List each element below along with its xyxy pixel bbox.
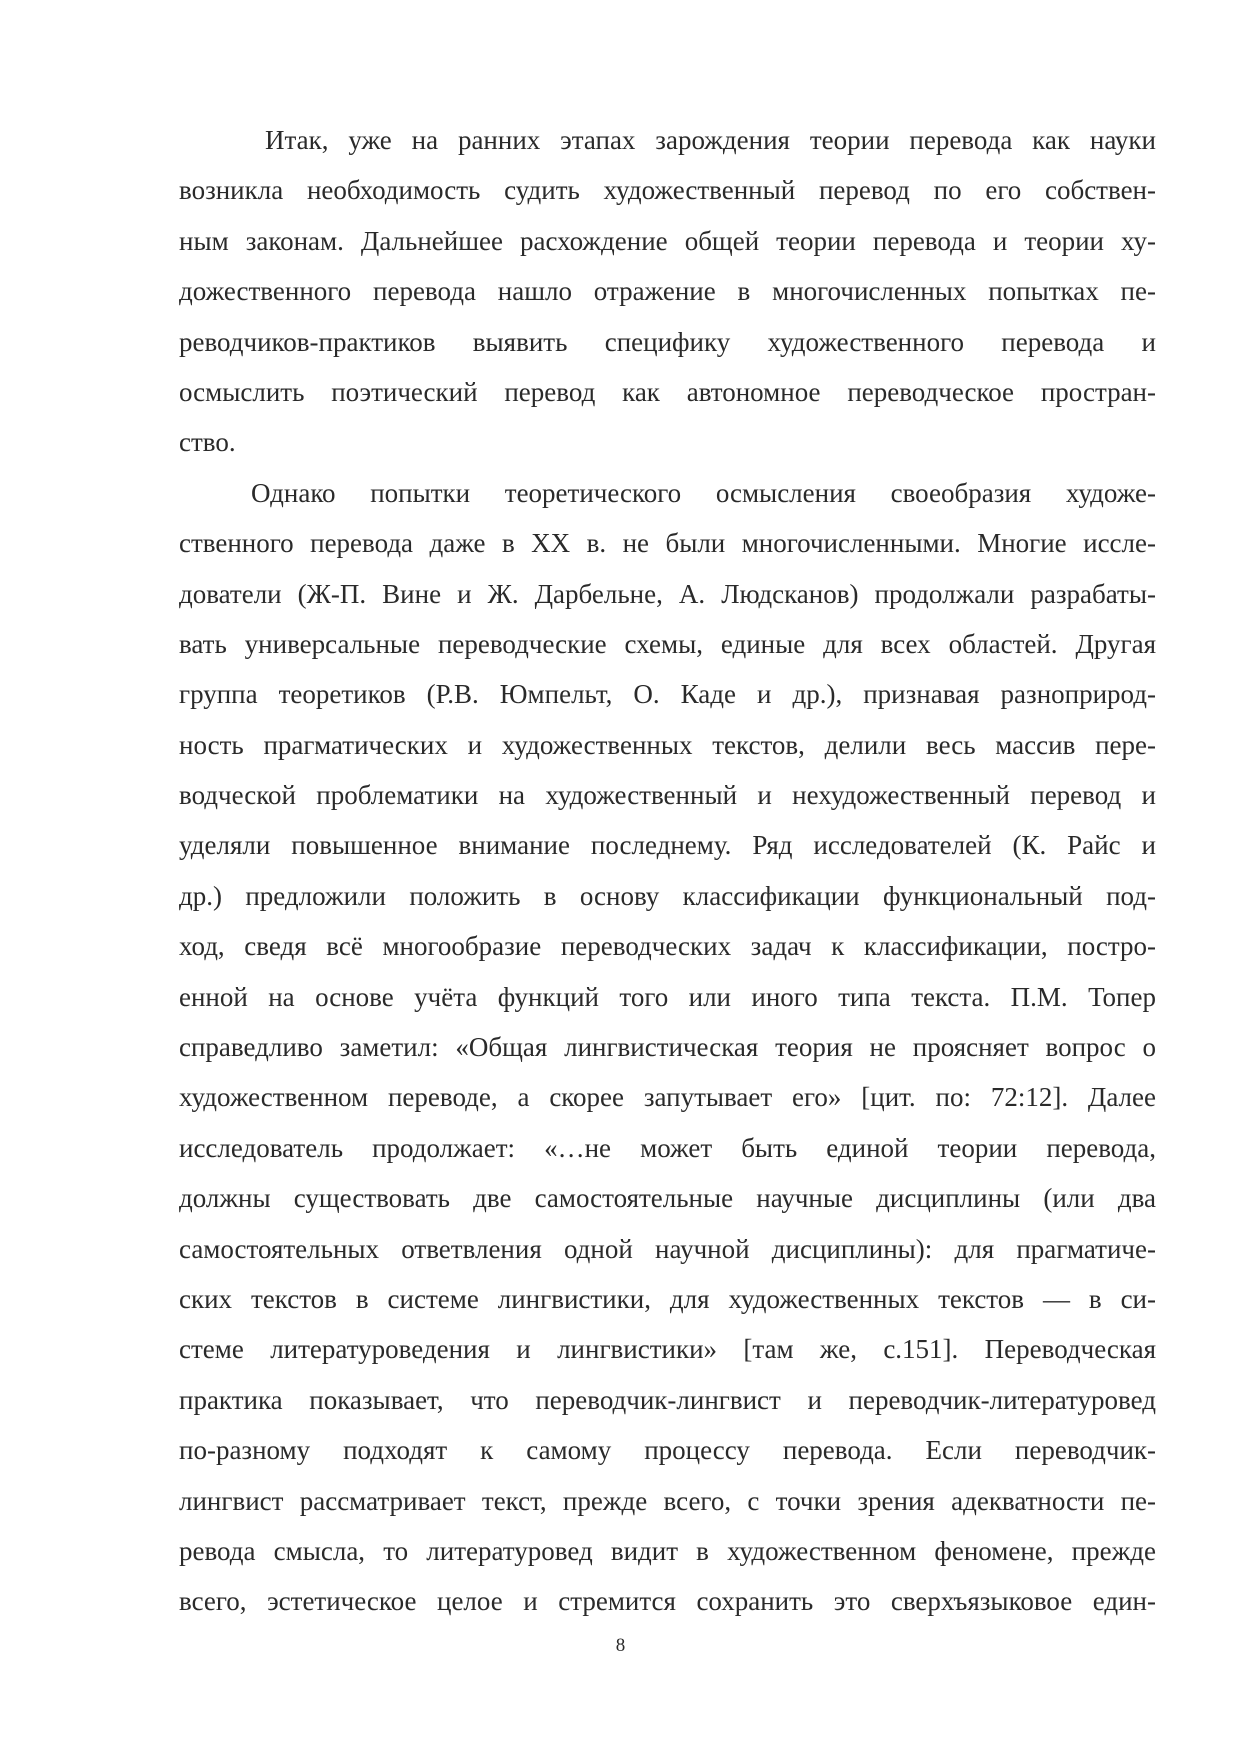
text-line: ских текстов в системе лингвистики, для художественных текстов — в си- — [179, 1283, 1156, 1314]
text-line: исследователь продолжает: «…не может быть единой теории перевода, — [179, 1132, 1156, 1163]
text-line: осмыслить поэтический перевод как автономное переводческое простран- — [179, 376, 1156, 407]
text-line: самостоятельных ответвления одной научной дисциплины): для прагматиче- — [179, 1233, 1156, 1264]
text-line: должны существовать две самостоятельные научные дисциплины (или два — [179, 1183, 1156, 1214]
text-line: ство. — [179, 427, 236, 458]
text-line: водческой проблематики на художественный и нехудожественный перевод и — [179, 780, 1156, 811]
text-line: справедливо заметил: «Общая лингвистическая теория не проясняет вопрос о — [179, 1032, 1156, 1063]
text-line: енной на основе учёта функций того или иного типа текста. П.М. Топер — [179, 981, 1156, 1012]
text-line: Итак, уже на ранних этапах зарождения теории перевода как науки — [265, 125, 1156, 155]
text-line: лингвист рассматривает текст, прежде всего, с точки зрения адекватности пе- — [179, 1485, 1156, 1516]
text-line: Однако попытки теоретического осмысления своеобразия художе- — [251, 477, 1156, 508]
text-line: дожественного перевода нашло отражение в многочисленных попытках пе- — [179, 276, 1156, 307]
text-line: ход, сведя всё многообразие переводческих задач к классификации, постро- — [179, 931, 1156, 962]
text-line: вать универсальные переводческие схемы, единые для всех областей. Другая — [179, 628, 1156, 659]
paragraph-2 — [179, 468, 1156, 1627]
page-number: 8 — [615, 1635, 626, 1656]
text-line: дователи (Ж-П. Вине и Ж. Дарбельне, А. Людсканов) продолжали разрабаты- — [179, 578, 1156, 609]
paragraph-1 — [179, 115, 1156, 468]
text-line: по-разному подходят к самому процессу перевода. Если переводчик- — [179, 1435, 1156, 1466]
text-line: стеме литературоведения и лингвистики» [там же, с.151]. Переводческая — [179, 1334, 1156, 1365]
text-line: практика показывает, что переводчик-лингвист и переводчик-литературовед — [179, 1384, 1156, 1415]
text-line: всего, эстетическое целое и стремится сохранить это сверхъязыковое един- — [179, 1586, 1156, 1617]
text-line: ственного перевода даже в XX в. не были многочисленными. Многие иссле- — [179, 528, 1156, 559]
text-line: реводчиков-практиков выявить специфику художественного перевода и — [179, 326, 1156, 357]
text-line: ность прагматических и художественных текстов, делили весь массив пере- — [179, 729, 1156, 760]
text-line: ревода смысла, то литературовед видит в художественном феномене, прежде — [179, 1535, 1156, 1566]
text-line: уделяли повышенное внимание последнему. Ряд исследователей (К. Райс и — [179, 830, 1156, 861]
text-line: возникла необходимость судить художественный перевод по его собствен- — [179, 175, 1156, 206]
text-line: художественном переводе, а скорее запутывает его» [цит. по: 72:12]. Далее — [179, 1082, 1156, 1113]
body-text — [179, 115, 1156, 1627]
text-line: ным законам. Дальнейшее расхождение общей теории перевода и теории ху- — [179, 225, 1156, 256]
text-line: др.) предложили положить в основу классификации функциональный под- — [179, 880, 1156, 911]
text-line: группа теоретиков (Р.В. Юмпельт, О. Каде и др.), признавая разноприрод- — [179, 679, 1156, 710]
